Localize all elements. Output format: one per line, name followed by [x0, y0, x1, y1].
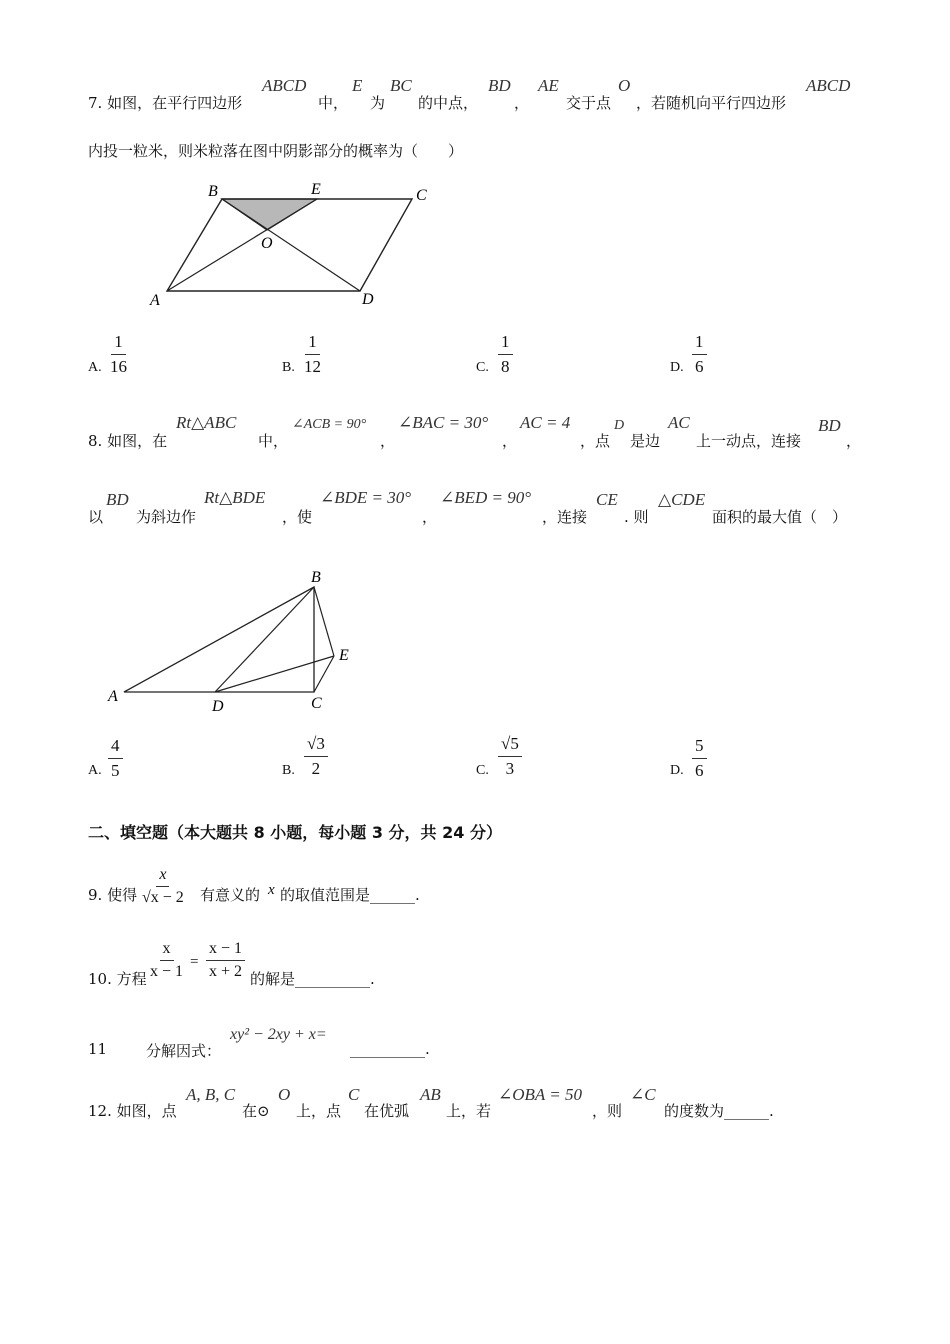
q8-label-d: D — [212, 698, 224, 715]
q7-option-d-num: 1 — [692, 332, 707, 355]
q7-option-d[interactable] — [692, 332, 707, 377]
q8-text: 上一动点，连接 — [696, 432, 802, 450]
q7-figure — [140, 172, 440, 312]
q12-text: 上，若 — [446, 1102, 492, 1120]
q8-text: 为斜边作 — [136, 508, 197, 526]
q8-option-a-letter: A. — [88, 763, 102, 778]
q10-text-blank[interactable]: 的解是__________. — [250, 970, 375, 988]
q7-text: 为 — [370, 94, 386, 112]
q8-option-b-den: 2 — [311, 759, 321, 778]
q9-stem: 9. 使得 — [88, 886, 138, 904]
q8-label-c: C — [311, 695, 322, 712]
q7-math-ae: AE — [538, 76, 559, 95]
q8-label-a: A — [108, 688, 118, 705]
q7-text: 的中点， — [418, 94, 479, 112]
q7-text: 交于点 — [566, 94, 612, 112]
q8-math-ac4: AC = 4 — [520, 413, 571, 432]
q7-stem: 7. 如图，在平行四边形 — [88, 94, 243, 112]
q8-math-bd: BD — [818, 416, 841, 435]
q7-option-a-num: 1 — [111, 332, 126, 355]
q11-blank[interactable]: __________. — [350, 1040, 430, 1058]
q8-math-rt-bde: Rt△BDE — [204, 488, 266, 507]
q8-text: 面积的最大值（ ） — [712, 508, 848, 526]
q8-option-d[interactable] — [692, 736, 707, 781]
q12-text: 在优弧 — [364, 1102, 410, 1120]
q8-math-acb: ∠ACB = 90° — [292, 417, 367, 432]
q7-label-c: C — [416, 187, 427, 204]
q9-var: x — [268, 882, 275, 898]
q8-text: ，使 — [282, 508, 313, 526]
q7-label-o: O — [261, 235, 273, 252]
q7-option-d-letter: D. — [670, 360, 684, 375]
q8-label-e: E — [339, 647, 349, 664]
q9-fraction-num: x — [156, 866, 169, 887]
q8-segment-bd — [215, 587, 314, 692]
q8-option-b-letter: B. — [282, 763, 295, 778]
q12-text-blank[interactable]: 的度数为______. — [664, 1102, 774, 1120]
q7-option-d-den: 6 — [695, 357, 704, 376]
q7-label-e: E — [311, 181, 321, 198]
q12-math-abc: A, B, C — [186, 1085, 236, 1104]
q8-option-c-num: √5 — [498, 734, 522, 757]
q10-stem: 10. 方程 — [88, 970, 147, 988]
q7-label-a: A — [150, 292, 160, 309]
q8-math-bac: ∠BAC = 30° — [398, 413, 489, 432]
q12-text: 上，点 — [296, 1102, 342, 1120]
q9-text-blank[interactable]: 的取值范围是______. — [280, 886, 420, 904]
q7-option-c-num: 1 — [498, 332, 513, 355]
q7-label-d: D — [362, 291, 374, 308]
q8-triangle-abc — [124, 587, 314, 692]
q7-option-a-letter: A. — [88, 360, 102, 375]
q9-fraction — [142, 866, 184, 907]
q10-right-den: x + 2 — [209, 963, 243, 980]
q8-text: ， — [502, 432, 518, 450]
q9-text: 有意义的 — [200, 886, 261, 904]
q11-stem: 11 — [88, 1040, 108, 1058]
q10-left-den: x − 1 — [150, 963, 184, 980]
q8-option-a-den: 5 — [111, 761, 120, 780]
q7-option-b-den: 12 — [304, 357, 321, 376]
q7-text: 中， — [318, 94, 349, 112]
q12-math-o: O — [278, 1085, 291, 1104]
q8-math-ce: CE — [596, 490, 618, 509]
q10-fraction-right — [206, 940, 245, 981]
q7-option-c-letter: C. — [476, 360, 489, 375]
q12-math-c: C — [348, 1085, 360, 1104]
q8-option-b-num: √3 — [304, 734, 328, 757]
q7-option-a-den: 16 — [110, 357, 127, 376]
q10-right-num: x − 1 — [206, 940, 245, 961]
q8-math-bed: ∠BED = 90° — [440, 488, 532, 507]
q8-text: ， — [380, 432, 396, 450]
q7-option-c[interactable] — [498, 332, 513, 377]
q7-shaded-triangle — [222, 199, 317, 230]
q7-option-b-letter: B. — [282, 360, 295, 375]
q8-text: 是边 — [630, 432, 661, 450]
q8-text: ，连接 — [542, 508, 588, 526]
q7-math-o: O — [618, 76, 631, 95]
q7-math-e: E — [352, 76, 363, 95]
q7-math-bd: BD — [488, 76, 511, 95]
q8-option-c[interactable] — [498, 734, 522, 779]
q8-figure — [100, 560, 370, 720]
q8-label-b: B — [311, 569, 321, 586]
q7-stem-line2: 内投一粒米，则米粒落在图中阴影部分的概率为（ ） — [88, 142, 464, 160]
q8-option-c-letter: C. — [476, 763, 489, 778]
section-heading: 二、填空题（本大题共 8 小题，每小题 3 分，共 24 分） — [88, 823, 502, 842]
q7-option-b[interactable] — [304, 332, 321, 377]
q10-left-num: x — [160, 940, 174, 961]
q8-text: 以 — [88, 508, 104, 526]
q12-text: 在⊙ — [242, 1102, 270, 1120]
q8-option-d-den: 6 — [695, 761, 704, 780]
q8-option-d-letter: D. — [670, 763, 684, 778]
q7-math-abcd2: ABCD — [806, 76, 851, 95]
q8-segment-de — [215, 656, 334, 692]
q12-stem: 12. 如图，点 — [88, 1102, 177, 1120]
q8-text: ， — [422, 508, 438, 526]
q8-math-bde: ∠BDE = 30° — [320, 488, 412, 507]
q11-expression: xy² − 2xy + x= — [230, 1026, 327, 1043]
q10-equals: = — [190, 954, 199, 970]
q8-option-b[interactable] — [304, 734, 328, 779]
q8-text: ，点 — [580, 432, 611, 450]
q8-math-rt-abc: Rt△ABC — [176, 413, 237, 432]
q8-segment-be — [314, 587, 334, 656]
q7-option-b-num: 1 — [305, 332, 320, 355]
q8-math-d: D — [614, 418, 625, 433]
q8-option-a[interactable] — [108, 736, 123, 781]
q7-option-a[interactable] — [110, 332, 127, 377]
q7-text: ，若随机向平行四边形 — [636, 94, 787, 112]
q8-stem: 8. 如图，在 — [88, 432, 168, 450]
q11-text: 分解因式： — [146, 1042, 222, 1060]
q7-math-abcd: ABCD — [262, 76, 307, 95]
q8-math-ac: AC — [668, 413, 690, 432]
q8-math-bd2: BD — [106, 490, 129, 509]
q7-label-b: B — [208, 183, 218, 200]
q8-text: ， — [846, 432, 862, 450]
q9-fraction-den: √x − 2 — [142, 889, 184, 906]
q8-text: 中， — [258, 432, 289, 450]
q7-text: ， — [514, 94, 530, 112]
q12-math-arc-ab: AB — [420, 1085, 441, 1104]
q8-option-c-den: 3 — [505, 759, 515, 778]
q8-text: . 则 — [624, 508, 649, 526]
q8-math-cde: △CDE — [658, 490, 706, 509]
q7-option-c-den: 8 — [501, 357, 510, 376]
q8-option-a-num: 4 — [108, 736, 123, 759]
q12-math-angle-c: ∠C — [630, 1085, 656, 1104]
q10-fraction-left — [150, 940, 183, 981]
q8-option-d-num: 5 — [692, 736, 707, 759]
q7-math-bc: BC — [390, 76, 412, 95]
q12-math-oba: ∠OBA = 50 — [498, 1085, 582, 1104]
q12-text: ，则 — [592, 1102, 623, 1120]
